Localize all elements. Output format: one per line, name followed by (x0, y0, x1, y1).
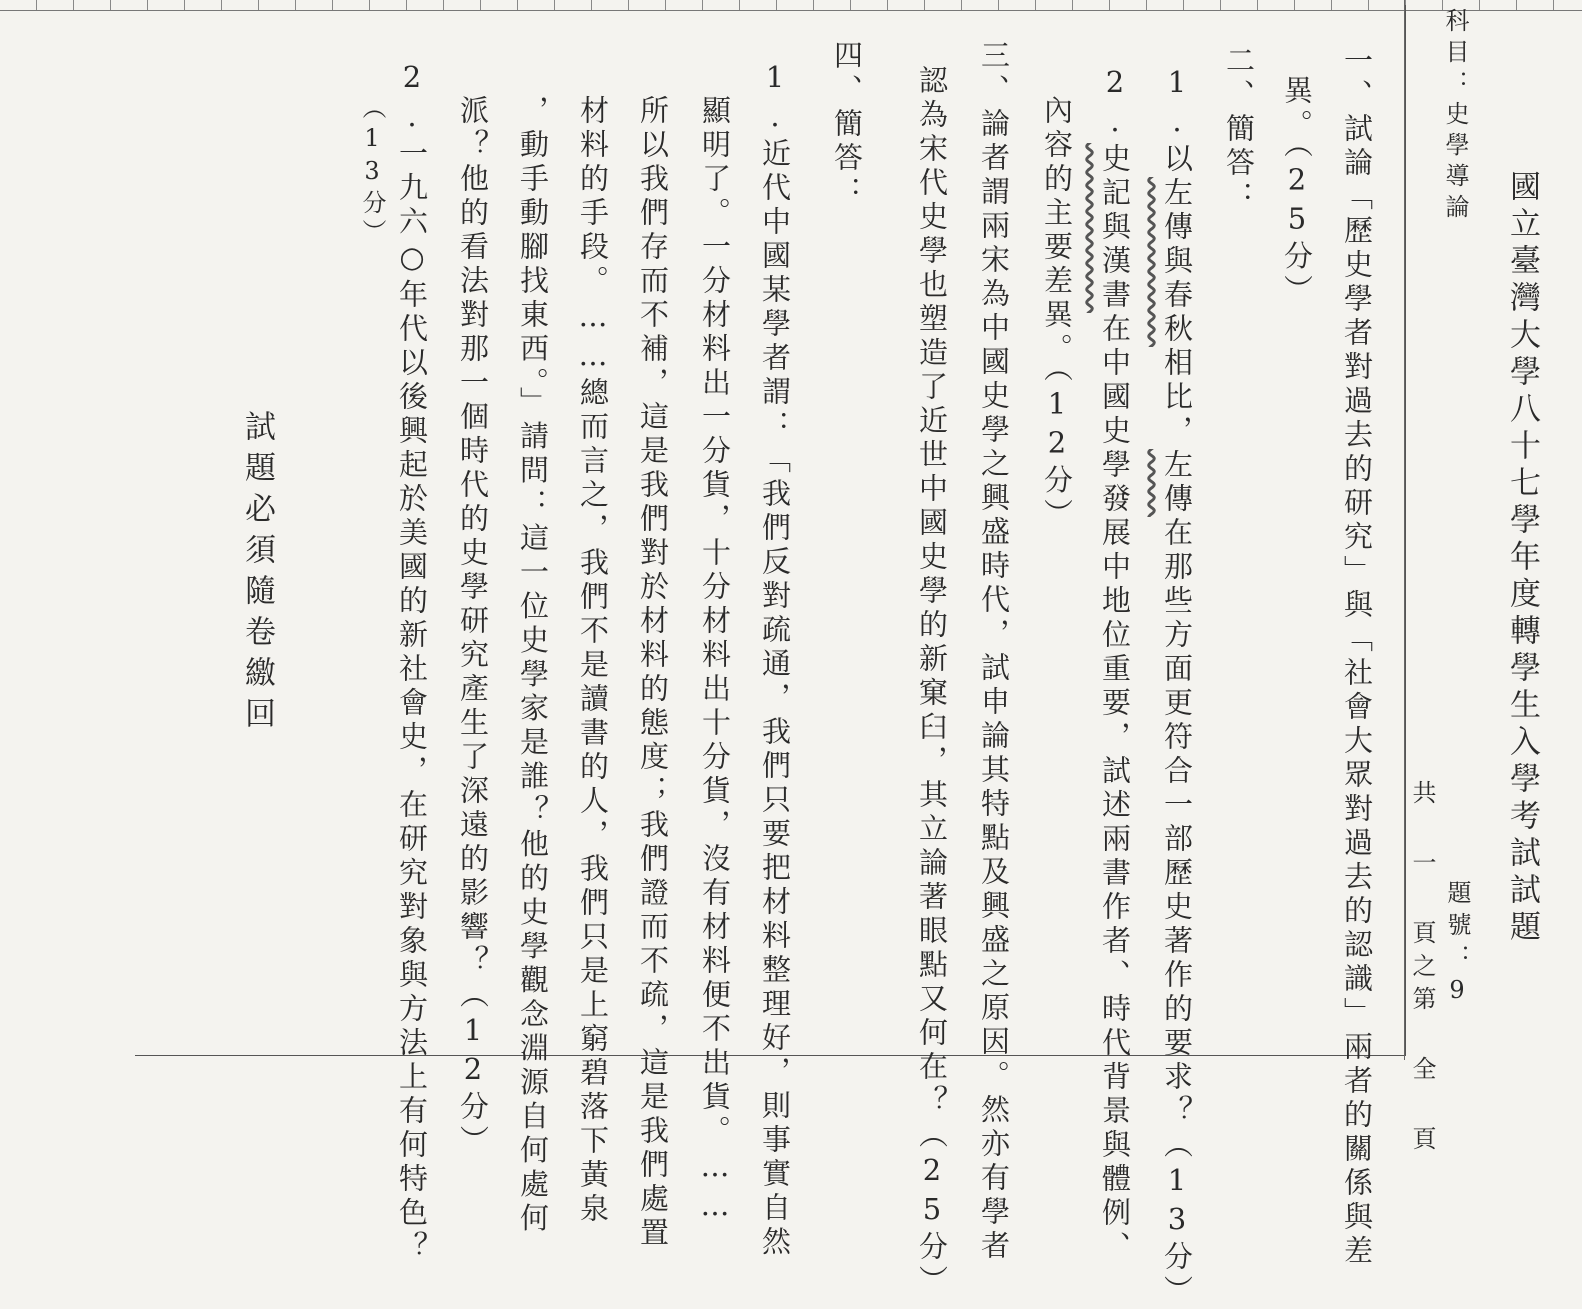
q4-sub1-line-6: 派？他的看法對那一個時代的史學研究產生了深遠的影響？（12分） (456, 95, 490, 1159)
q1-line-2: 異。（25分） (1280, 75, 1314, 309)
q2-sub2-line-1 (1098, 65, 1132, 1265)
q3-line-1: 三、論者謂兩宋為中國史學之興盛時代，試申論其特點及興盛之原因。然亦有學者 (977, 40, 1011, 1264)
exam-title: 國立臺灣大學八十七學年度轉學生入學考試試題 (1504, 170, 1540, 947)
q2-sub2-part-b: 史記與漢書 (1098, 143, 1132, 313)
q4-sub1-line-3: 所以我們存而不補，這是我們對於材料的態度；我們證而不疏，這是我們處置 (636, 95, 670, 1251)
q2-sub2-line-2: 內容的主要差異。（12分） (1040, 95, 1074, 533)
q4-sub1-line-1: 1.近代中國某學者謂：「我們反對疏通，我們只要把材料整理好，則事實自然 (758, 60, 792, 1260)
q4-sub1-line-2: 顯明了。一分材料出一分貨，十分材料出十分貨，沒有材料便不出貨。…… (698, 95, 732, 1227)
q2-heading: 二、簡答： (1222, 45, 1256, 215)
q2-sub1-part-a: 1.以 (1160, 65, 1194, 177)
q4-sub2-line-2: （13分） (358, 95, 386, 248)
subject-label: 科目：史學導論 (1441, 8, 1469, 225)
q4-heading: 四、簡答： (830, 40, 864, 210)
return-notice: 試題必須隨卷繳回 (239, 410, 275, 738)
q2-sub2-part-a: 2. (1098, 65, 1132, 143)
q4-sub1-line-4: 材料的手段。……總而言之，我們不是讀書的人，我們只是上窮碧落下黃泉 (576, 95, 610, 1227)
q3-line-2: 認為宋代史學也塑造了近世中國史學的新窠臼，其立論著眼點又何在？（25分） (915, 65, 949, 1299)
page-count: 共 一 頁之第 全 頁 (1408, 780, 1436, 1159)
q2-sub2-part-c: 在中國史學發展中地位重要，試述兩書作者、時代背景與體例、 (1098, 313, 1132, 1265)
q4-sub1-line-5: ，動手動腳找東西。」請問：這一位史學家是誰？他的史學觀念淵源自何處何 (516, 95, 550, 1237)
q2-sub1-line (1160, 65, 1194, 1309)
question-number: 題號：9 (1443, 880, 1471, 1012)
q4-sub2-line-1: 2.一九六○年代以後興起於美國的新社會史，在研究對象與方法上有何特色？ (395, 60, 429, 1265)
q2-sub1-part-d: 左傳 (1160, 449, 1194, 517)
q1-line-1: 一、試論「歷史學者對過去的研究」與「社會大眾對過去的認識」兩者的關係與差 (1340, 45, 1374, 1269)
q2-sub1-part-b: 左傳與春秋 (1160, 177, 1194, 347)
q2-sub1-part-c: 相比， (1160, 347, 1194, 449)
q2-sub1-part-e: 在那些方面更符合一部歷史著作的要求？（13分） (1160, 517, 1194, 1309)
